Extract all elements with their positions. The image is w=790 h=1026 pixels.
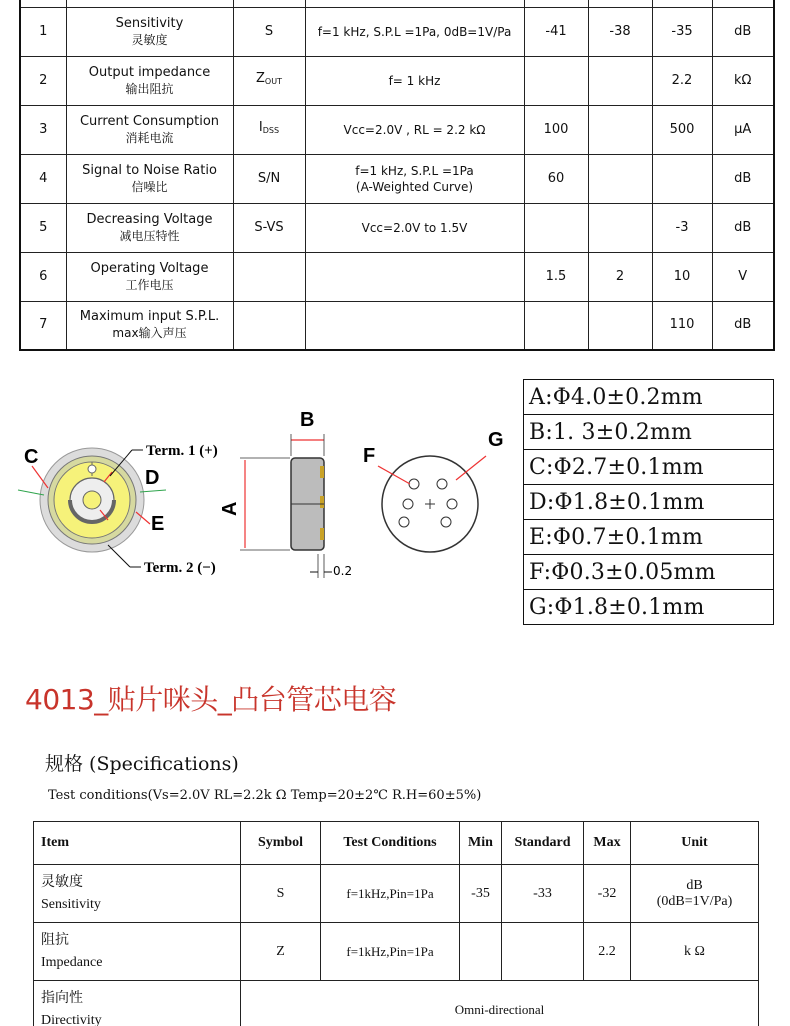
- table-row: [34, 865, 759, 923]
- dimension-d: D:Φ1.8±0.1mm: [524, 485, 774, 520]
- label-d: D: [145, 467, 160, 489]
- side-view-icon: [240, 434, 332, 578]
- dimension-a: A:Φ4.0±0.2mm: [524, 380, 774, 415]
- table-row: [20, 154, 774, 203]
- param-min: 1.5: [524, 252, 588, 301]
- table-row: [20, 203, 774, 252]
- param-unit: dB: [712, 7, 774, 56]
- header-min: Min: [460, 822, 502, 865]
- label-f: F: [363, 445, 376, 467]
- test-conditions: Test conditions(Vs=2.0V RL=2.2k Ω Temp=20±2℃ R.H=60±5%): [48, 788, 482, 803]
- table-row: [524, 415, 774, 450]
- back-view-icon: [378, 456, 486, 552]
- top-spec-table: [19, 0, 775, 351]
- param-condition: f=1 kHz, S.P.L =1Pa, 0dB=1V/Pa: [305, 7, 524, 56]
- param-min: [524, 203, 588, 252]
- table-row: [524, 380, 774, 415]
- header-unit: Unit: [631, 822, 759, 865]
- param-unit: dB: [712, 203, 774, 252]
- param-max: -35: [652, 7, 712, 56]
- param-condition: [305, 252, 524, 301]
- param-condition: f= 1 kHz: [305, 56, 524, 105]
- table-row: [20, 252, 774, 301]
- param-symbol: $Z_{OUT}$: [233, 56, 305, 105]
- row-number: 6: [20, 252, 66, 301]
- item-name: 灵敏度 Sensitivity: [34, 865, 241, 923]
- dimension-f: F:Φ0.3±0.05mm: [524, 555, 774, 590]
- param-min: [524, 56, 588, 105]
- param-name: Current Consumption 消耗电流: [66, 105, 233, 154]
- param-name: Signal to Noise Ratio 信噪比: [66, 154, 233, 203]
- param-max: 500: [652, 105, 712, 154]
- param-condition: Vcc=2.0V , RL = 2.2 kΩ: [305, 105, 524, 154]
- param-symbol: [233, 252, 305, 301]
- param-name: Operating Voltage 工作电压: [66, 252, 233, 301]
- param-unit: μA: [712, 105, 774, 154]
- label-c: C: [24, 446, 39, 468]
- item-condition: f=1kHz,Pin=1Pa: [321, 865, 460, 923]
- item-directivity-value: Omni-directional: [241, 981, 759, 1026]
- table-row: [20, 0, 774, 7]
- row-number: 4: [20, 154, 66, 203]
- spec-title: 规格 (Specifications): [45, 753, 239, 775]
- item-max: 2.2: [584, 923, 631, 981]
- table-row: [524, 590, 774, 625]
- param-typ: [588, 56, 652, 105]
- param-name: Maximum input S.P.L. max输入声压: [66, 301, 233, 350]
- row-number: 3: [20, 105, 66, 154]
- front-view-icon: [18, 448, 166, 567]
- dimension-table: [523, 379, 774, 625]
- param-max: 2.2: [652, 56, 712, 105]
- param-name: Decreasing Voltage 减电压特性: [66, 203, 233, 252]
- table-row: [20, 7, 774, 56]
- bottom-spec-table: [33, 821, 759, 1026]
- table-header-row: [34, 822, 759, 865]
- table-row: [524, 450, 774, 485]
- param-symbol: S-VS: [233, 203, 305, 252]
- item-standard: [502, 923, 584, 981]
- param-name: Output impedance 输出阻抗: [66, 56, 233, 105]
- label-b: B: [300, 409, 315, 431]
- row-number: 7: [20, 301, 66, 350]
- param-typ: -38: [588, 7, 652, 56]
- param-min: -41: [524, 7, 588, 56]
- param-max: 110: [652, 301, 712, 350]
- table-row: [20, 56, 774, 105]
- param-max: -3: [652, 203, 712, 252]
- param-condition: Vcc=2.0V to 1.5V: [305, 203, 524, 252]
- header-symbol: Symbol: [241, 822, 321, 865]
- param-symbol: S: [233, 7, 305, 56]
- param-symbol: [233, 301, 305, 350]
- item-symbol: S: [241, 865, 321, 923]
- item-name: 指向性 Directivity: [34, 981, 241, 1026]
- param-unit: kΩ: [712, 56, 774, 105]
- table-row: [20, 105, 774, 154]
- item-standard: -33: [502, 865, 584, 923]
- item-symbol: Z: [241, 923, 321, 981]
- label-a: A: [219, 501, 241, 516]
- param-unit: dB: [712, 154, 774, 203]
- param-unit: V: [712, 252, 774, 301]
- param-min: [524, 301, 588, 350]
- dimension-g: G:Φ1.8±0.1mm: [524, 590, 774, 625]
- header-standard: Standard: [502, 822, 584, 865]
- param-typ: [588, 301, 652, 350]
- item-unit: k Ω: [631, 923, 759, 981]
- row-number: 5: [20, 203, 66, 252]
- item-max: -32: [584, 865, 631, 923]
- table-row: [34, 923, 759, 981]
- label-e: E: [151, 513, 165, 535]
- term2-label: Term. 2 (−): [144, 560, 216, 576]
- product-heading: 4013_贴片咪头_凸台管芯电容: [25, 683, 397, 716]
- param-name: Sensitivity 灵敏度: [66, 7, 233, 56]
- item-min: [460, 923, 502, 981]
- table-row: [20, 301, 774, 350]
- row-number: 1: [20, 7, 66, 56]
- param-min: 100: [524, 105, 588, 154]
- param-max: [652, 154, 712, 203]
- param-symbol: S/N: [233, 154, 305, 203]
- row-number: 2: [20, 56, 66, 105]
- param-typ: [588, 203, 652, 252]
- param-unit: dB: [712, 301, 774, 350]
- table-row: [34, 981, 759, 1026]
- param-condition: [305, 301, 524, 350]
- item-name: 阻抗 Impedance: [34, 923, 241, 981]
- param-typ: [588, 154, 652, 203]
- header-max: Max: [584, 822, 631, 865]
- table-row: [524, 485, 774, 520]
- gap-label: 0.2: [333, 564, 353, 578]
- param-typ: 2: [588, 252, 652, 301]
- header-conditions: Test Conditions: [321, 822, 460, 865]
- param-condition: f=1 kHz, S.P.L =1Pa (A-Weighted Curve): [305, 154, 524, 203]
- label-g: G: [488, 429, 504, 451]
- param-symbol: $I_{DSS}$: [233, 105, 305, 154]
- dimension-e: E:Φ0.7±0.1mm: [524, 520, 774, 555]
- param-max: 10: [652, 252, 712, 301]
- term1-label: Term. 1 (+): [146, 443, 218, 459]
- item-unit: dB (0dB=1V/Pa): [631, 865, 759, 923]
- item-condition: f=1kHz,Pin=1Pa: [321, 923, 460, 981]
- item-min: -35: [460, 865, 502, 923]
- param-typ: [588, 105, 652, 154]
- param-min: 60: [524, 154, 588, 203]
- table-row: [524, 520, 774, 555]
- mechanical-drawing: [0, 370, 520, 610]
- table-row: [524, 555, 774, 590]
- dimension-b: B:1. 3±0.2mm: [524, 415, 774, 450]
- dimension-c: C:Φ2.7±0.1mm: [524, 450, 774, 485]
- header-item: Item: [34, 822, 241, 865]
